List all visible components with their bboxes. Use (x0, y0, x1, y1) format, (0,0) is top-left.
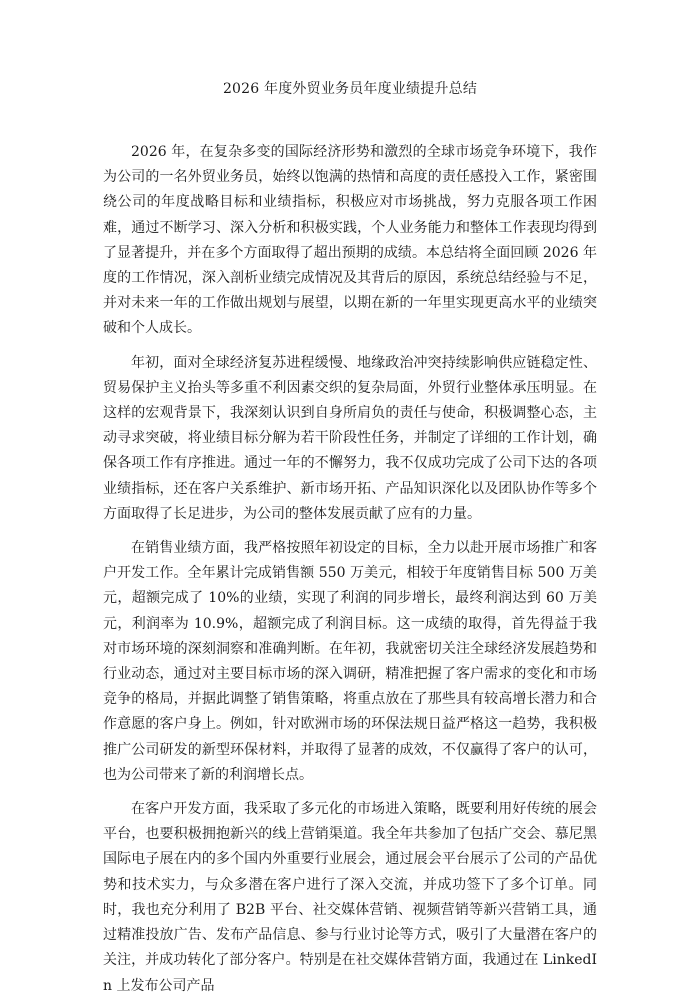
paragraph-sales-performance: 在销售业绩方面，我严格按照年初设定的目标，全力以赴开展市场推广和客户开发工作。全年累计完成销售额 550 万美元，相较于年度销售目标 500 万美元，超额完成了 10%的业绩，实现了利润的同步增长，最终利润达到 60 万美元，利润率为 10.9%，超额完成了利润目标。这一成绩的取得，首先得益于我对市场环境的深刻洞察和准确判断。在年初，我就密切关注全球经济发展趋势和行业动态，通过对主要目标市场的深入调研，精准把握了客户需求的变化和市场竞争的格局，并据此调整了销售策略，将重点放在了那些具有较高增长潜力和合作意愿的客户身上。例如，针对欧洲市场的环保法规日益严格这一趋势，我积极推广公司研发的新型环保材料，并取得了显著的成效，不仅赢得了客户的认可，也为公司带来了新的利润增长点。 (103, 540, 597, 783)
document-body (103, 140, 597, 999)
document-title: 2026 年度外贸业务员年度业绩提升总结 (222, 81, 478, 97)
paragraph-background: 年初，面对全球经济复苏进程缓慢、地缘政治冲突持续影响供应链稳定性、贸易保护主义抬头等多重不利因素交织的复杂局面，外贸行业整体承压明显。在这样的宏观背景下，我深刻认识到自身所肩负的责任与使命，积极调整心态，主动寻求突破，将业绩目标分解为若干阶段性任务，并制定了详细的工作计划，确保各项工作有序推进。通过一年的不懈努力，我不仅成功完成了公司下达的各项业绩指标，还在客户关系维护、新市场开拓、产品知识深化以及团队协作等多个方面取得了长足进步，为公司的整体发展贡献了应有的力量。 (103, 354, 597, 522)
paragraph-customer-development: 在客户开发方面，我采取了多元化的市场进入策略，既要利用好传统的展会平台，也要积极拥抱新兴的线上营销渠道。我全年共参加了包括广交会、慕尼黑国际电子展在内的多个国内外重要行业展会，通过展会平台展示了公司的产品优势和技术实力，与众多潜在客户进行了深入交流，并成功签下了多个订单。同时，我也充分利用了 B2B 平台、社交媒体营销、视频营销等新兴营销工具，通过精准投放广告、发布产品信息、参与行业讨论等方式，吸引了大量潜在客户的关注，并成功转化了部分客户。特别是在社交媒体营销方面，我通过在 LinkedIn 上发布公司产品 (103, 801, 597, 994)
paragraph-intro: 2026 年，在复杂多变的国际经济形势和激烈的全球市场竞争环境下，我作为公司的一名外贸业务员，始终以饱满的热情和高度的责任感投入工作，紧密围绕公司的年度战略目标和业绩指标，积极应对市场挑战，努力克服各项工作困难，通过不断学习、深入分析和积极实践，个人业务能力和整体工作表现均得到了显著提升，并在多个方面取得了超出预期的成绩。本总结将全面回顾 2026 年度的工作情况，深入剖析业绩完成情况及其背后的原因，系统总结经验与不足，并对未来一年的工作做出规划与展望，以期在新的一年里实现更高水平的业绩突破和个人成长。 (103, 144, 597, 337)
